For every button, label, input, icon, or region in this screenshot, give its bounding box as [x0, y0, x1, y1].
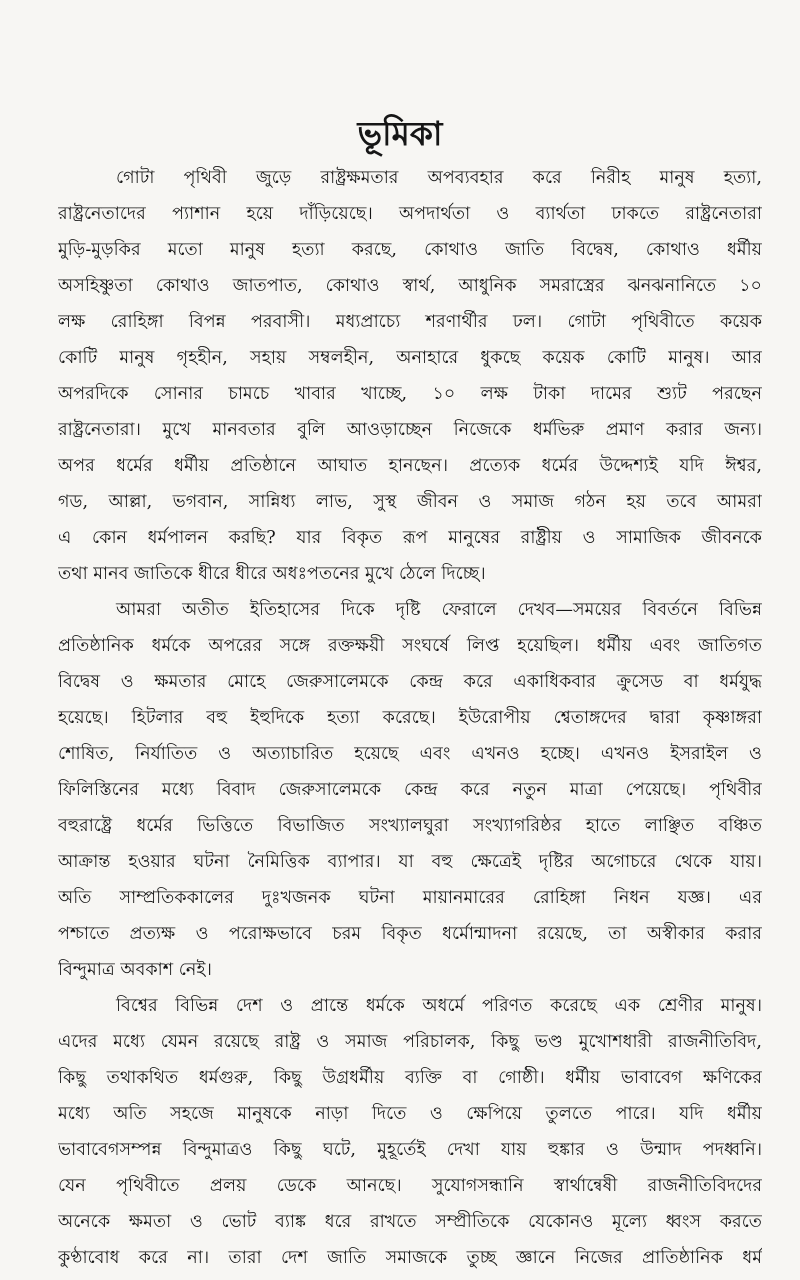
text-line: অনেকে ক্ষমতা ও ভোট ব্যাঙ্ক ধরে রাখতে সম্প্রীতিকে যেকোনও মূল্যে ধ্বংস করতে: [58, 1212, 762, 1232]
text-line: যেন পৃথিবীতে প্রলয় ডেকে আনছে। সুযোগসন্ধানি স্বার্থান্বেষী রাজনীতিবিদদের: [58, 1176, 762, 1196]
text-line: রাষ্ট্রনেতাদের প্যাশান হয়ে দাঁড়িয়েছে। অপদার্থতা ও ব্যার্থতা ঢাকতে রাষ্ট্রনেতারা: [58, 204, 762, 224]
text-line: তথা মানব জাতিকে ধীরে ধীরে অধঃপতনের মুখে ঠেলে দিচ্ছে।: [58, 564, 486, 584]
text-line: অপর ধর্মের ধর্মীয় প্রতিষ্ঠানে আঘাত হানছেন। প্রত্যেক ধর্মের উদ্দেশ্যই যদি ঈশ্বর,: [58, 456, 762, 476]
text-line: কিছু তথাকথিত ধর্মগুরু, কিছু উগ্রধর্মীয় ব্যক্তি বা গোষ্ঠী। ধর্মীয় ভাবাবেগ ক্ষণিকের: [58, 1068, 762, 1088]
paragraph-2: [58, 592, 762, 988]
text-line: গড, আল্লা, ভগবান, সান্নিধ্য লাভ, সুস্থ জীবন ও সমাজ গঠন হয় তবে আমরা: [58, 492, 762, 512]
text-line: অসহিষ্ণুতা কোথাও জাতপাত, কোথাও স্বার্থ, আধুনিক সমরাস্ত্রের ঝনঝনানিতে ১০: [58, 276, 762, 296]
text-line: ভাবাবেগসম্পন্ন বিন্দুমাত্রও কিছু ঘটে, মুহূর্তেই দেখা যায় হুঙ্কার ও উন্মাদ পদধ্বনি।: [58, 1140, 762, 1160]
paragraph-1: [58, 160, 762, 592]
text-line: লক্ষ রোহিঙ্গা বিপন্ন পরবাসী। মধ্যপ্রাচ্যে শরণার্থীর ঢল। গোটা পৃথিবীতে কয়েক: [58, 312, 762, 332]
text-line: আমরা অতীত ইতিহাসের দিকে দৃষ্টি ফেরালে দেখব—সময়ের বিবর্তনে বিভিন্ন: [116, 600, 762, 620]
text-line: হয়েছে। হিটলার বহু ইহুদিকে হত্যা করেছে। ইউরোপীয় শ্বেতাঙ্গদের দ্বারা কৃষ্ণাঙ্গরা: [58, 708, 762, 728]
page-title: ভূমিকা: [357, 114, 443, 153]
text-line: গোটা পৃথিবী জুড়ে রাষ্ট্রক্ষমতার অপব্যবহার করে নিরীহ মানুষ হত্যা,: [116, 168, 762, 188]
body-text: [58, 160, 762, 1268]
text-line: বহুরাষ্ট্রে ধর্মের ভিত্তিতে বিভাজিত সংখ্যালঘুরা সংখ্যাগরিষ্ঠর হাতে লাঞ্ছিত বঞ্চিত: [58, 816, 762, 836]
text-line: কোটি মানুষ গৃহহীন, সহায় সম্বলহীন, অনাহারে ধুকছে কয়েক কোটি মানুষ। আর: [58, 348, 762, 368]
text-line: কুণ্ঠাবোধ করে না। তারা দেশ জাতি সমাজকে তুচ্ছ জ্ঞানে নিজের প্রাতিষ্ঠানিক ধর্ম: [58, 1248, 762, 1268]
text-line: এ কোন ধর্মপালন করছি? যার বিকৃত রূপ মানুষের রাষ্ট্রীয় ও সামাজিক জীবনকে: [58, 528, 762, 548]
text-line: ফিলিস্তিনের মধ্যে বিবাদ জেরুসালেমকে কেন্দ্র করে নতুন মাত্রা পেয়েছে। পৃথিবীর: [58, 780, 762, 800]
text-line: বিদ্বেষ ও ক্ষমতার মোহে জেরুসালেমকে কেন্দ্র করে একাধিকবার ক্রুসেড বা ধর্মযুদ্ধ: [58, 672, 762, 692]
paragraph-3: [58, 988, 762, 1276]
text-line: এদের মধ্যে যেমন রয়েছে রাষ্ট্র ও সমাজ পরিচালক, কিছু ভণ্ড মুখোশধারী রাজনীতিবিদ,: [58, 1032, 762, 1052]
text-line: বিশ্বের বিভিন্ন দেশ ও প্রান্তে ধর্মকে অধর্মে পরিণত করেছে এক শ্রেণীর মানুষ।: [116, 996, 762, 1016]
text-line: বিন্দুমাত্র অবকাশ নেই।: [58, 960, 212, 980]
text-line: পশ্চাতে প্রত্যক্ষ ও পরোক্ষভাবে চরম বিকৃত ধর্মোন্মাদনা রয়েছে, তা অস্বীকার করার: [58, 924, 762, 944]
text-line: প্রতিষ্ঠানিক ধর্মকে অপরের সঙ্গে রক্তক্ষয়ী সংঘর্ষে লিপ্ত হয়েছিল। ধর্মীয় এবং জাতিগত: [58, 636, 762, 656]
text-line: অতি সাম্প্রতিককালের দুঃখজনক ঘটনা মায়ানমারের রোহিঙ্গা নিধন যজ্ঞ। এর: [58, 888, 762, 908]
text-line: অপরদিকে সোনার চামচে খাবার খাচ্ছে, ১০ লক্ষ টাকা দামের শ্যুট পরছেন: [58, 384, 762, 404]
text-line: শোষিত, নির্যাতিত ও অত্যাচারিত হয়েছে এবং এখনও হচ্ছে। এখনও ইসরাইল ও: [58, 744, 762, 764]
text-line: রাষ্ট্রনেতারা। মুখে মানবতার বুলি আওড়াচ্ছেন নিজেকে ধর্মভিরু প্রমাণ করার জন্য।: [58, 420, 762, 440]
text-line: আক্রান্ত হওয়ার ঘটনা নৈমিত্তিক ব্যাপার। যা বহু ক্ষেত্রেই দৃষ্টির অগোচরে থেকে যায়।: [58, 852, 762, 872]
text-line: মুড়ি-মুড়কির মতো মানুষ হত্যা করছে, কোথাও জাতি বিদ্বেষ, কোথাও ধর্মীয়: [58, 240, 762, 260]
text-line: মধ্যে অতি সহজে মানুষকে নাড়া দিতে ও ক্ষেপিয়ে তুলতে পারে। যদি ধর্মীয়: [58, 1104, 762, 1124]
